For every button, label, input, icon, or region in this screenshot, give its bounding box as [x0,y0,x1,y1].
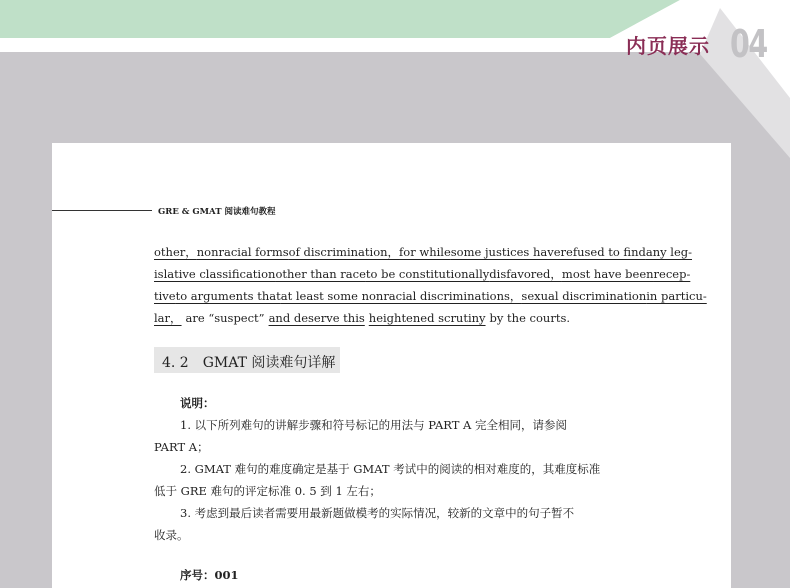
phrase: to arguments that [175,289,281,303]
phrase: recep- [653,267,691,281]
phrase: sexual discrimination [521,289,647,303]
phrase: for while [399,245,451,259]
note-label: 说明： [180,396,215,410]
phrase: are “suspect” [185,311,265,325]
phrase: any leg- [645,245,693,259]
note-line: 1. 以下所列难句的讲解步骤和符号标记的用法与 PART A 完全相同，请参阅 [180,418,568,432]
phrase: islative classification [154,267,276,281]
paragraph-line [154,263,691,285]
section-heading: 4. 2 GMAT 阅读难句详解 [162,355,336,371]
phrase: refused to find [560,245,646,259]
sequence-label: 序号：001 [180,568,239,582]
phrase: other， [154,245,197,259]
note-line: 收录。 [154,528,189,542]
english-paragraph [154,241,707,329]
phrase: of discrimination， [288,245,400,259]
banner-number: 04 [730,22,767,66]
phrase: at least some nonracial discriminations， [280,289,522,303]
paragraph-line [154,307,682,329]
note-line: 3. 考虑到最后读者需要用最新题做模考的实际情况，较新的文章中的句子暂不 [180,506,575,520]
phrase: other than race [275,267,366,281]
note-line: PART A； [154,440,209,454]
note-line: 2. GMAT 难句的难度确定是基于 GMAT 考试中的阅读的相对难度的，其难度标准 [180,462,601,476]
phrase: to be constitutionally [365,267,490,281]
banner-title: 内页展示 [626,34,710,58]
phrase: heightened scrutiny [368,311,486,325]
book-page [52,143,731,588]
phrase: tive [154,289,176,303]
phrase: most have been [561,267,654,281]
paragraph-line [154,285,707,307]
running-header: GRE & GMAT 阅读难句教程 [158,207,276,217]
header-rule [52,210,152,211]
phrase: lar， [154,311,182,325]
paragraph-line [154,241,693,263]
phrase: disfavored， [489,267,562,281]
phrase: in particu- [646,289,707,303]
note-line: 低于 GRE 难句的评定标准 0. 5 到 1 左右； [154,484,381,498]
phrase: and deserve this [268,311,365,325]
phrase: by the courts. [489,311,570,325]
phrase: some justices have [450,245,561,259]
phrase: nonracial forms [196,245,289,259]
